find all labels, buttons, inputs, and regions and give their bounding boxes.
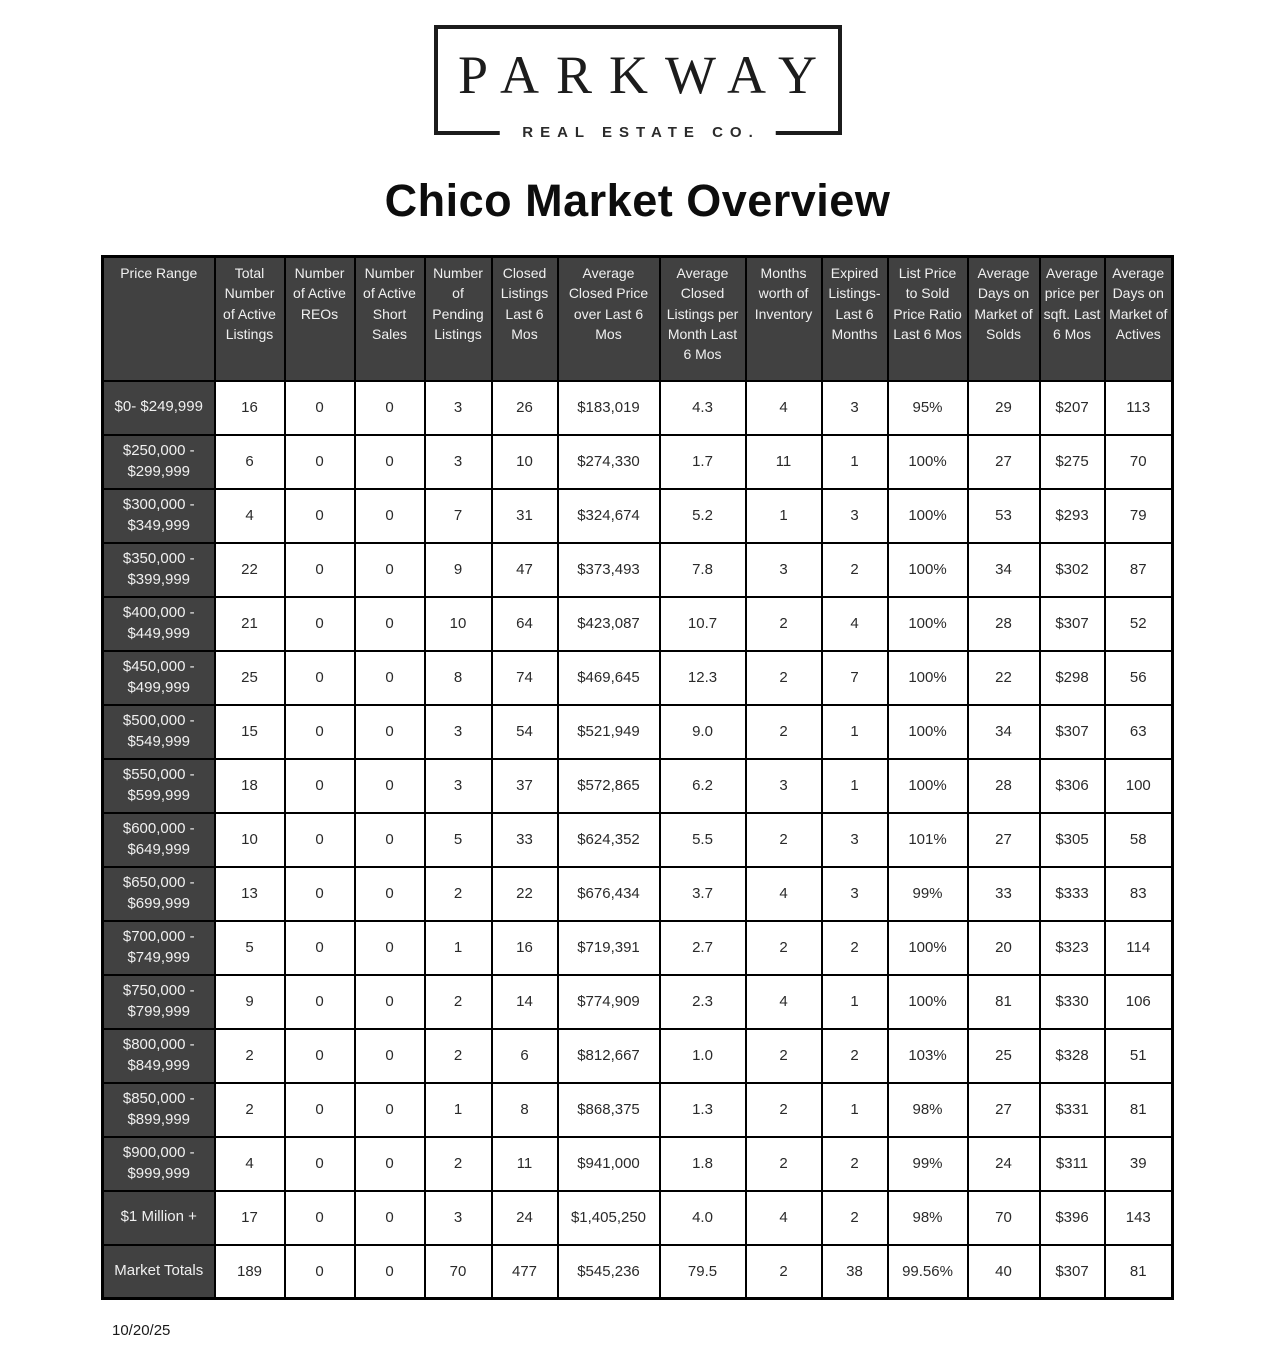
price-range-cell: $700,000 - $749,999: [103, 921, 215, 975]
data-cell: 56: [1105, 651, 1173, 705]
table-row: [103, 543, 1173, 597]
data-cell: 1.3: [660, 1083, 746, 1137]
data-cell: $330: [1040, 975, 1105, 1029]
data-cell: 2: [822, 1137, 888, 1191]
price-range-cell: $650,000 - $699,999: [103, 867, 215, 921]
data-cell: 4: [822, 597, 888, 651]
data-cell: $774,909: [558, 975, 660, 1029]
data-cell: 0: [355, 1137, 425, 1191]
data-cell: 87: [1105, 543, 1173, 597]
data-cell: $328: [1040, 1029, 1105, 1083]
data-cell: 0: [355, 921, 425, 975]
data-cell: 74: [492, 651, 558, 705]
data-cell: 2.3: [660, 975, 746, 1029]
data-cell: 22: [968, 651, 1040, 705]
data-cell: 4.0: [660, 1191, 746, 1245]
data-cell: 22: [492, 867, 558, 921]
data-cell: 1: [425, 1083, 492, 1137]
data-cell: 2: [215, 1083, 285, 1137]
data-cell: 9.0: [660, 705, 746, 759]
table-row: [103, 813, 1173, 867]
data-cell: 20: [968, 921, 1040, 975]
price-range-cell: $550,000 - $599,999: [103, 759, 215, 813]
data-cell: 0: [355, 867, 425, 921]
data-cell: $373,493: [558, 543, 660, 597]
price-range-cell: $500,000 - $549,999: [103, 705, 215, 759]
data-cell: 2: [425, 1029, 492, 1083]
column-header-active-listings: Total Number of Active Listings: [215, 257, 285, 381]
table-row: [103, 597, 1173, 651]
data-cell: 2: [425, 1137, 492, 1191]
data-cell: 114: [1105, 921, 1173, 975]
data-cell: 18: [215, 759, 285, 813]
data-cell: $331: [1040, 1083, 1105, 1137]
table-row: [103, 489, 1173, 543]
data-cell: 1: [425, 921, 492, 975]
data-cell: 79.5: [660, 1245, 746, 1299]
data-cell: 4: [746, 1191, 822, 1245]
data-cell: $307: [1040, 1245, 1105, 1299]
data-cell: $207: [1040, 381, 1105, 435]
price-range-cell: $750,000 - $799,999: [103, 975, 215, 1029]
data-cell: 11: [492, 1137, 558, 1191]
data-cell: 0: [355, 381, 425, 435]
data-cell: $311: [1040, 1137, 1105, 1191]
data-cell: 2: [215, 1029, 285, 1083]
data-cell: 0: [355, 1083, 425, 1137]
data-cell: 1: [822, 435, 888, 489]
column-header-active-reos: Number of Active REOs: [285, 257, 355, 381]
data-cell: 0: [285, 651, 355, 705]
data-cell: 2: [746, 651, 822, 705]
data-cell: 40: [968, 1245, 1040, 1299]
data-cell: 2: [822, 1191, 888, 1245]
data-cell: 100%: [888, 921, 968, 975]
data-cell: 27: [968, 1083, 1040, 1137]
price-range-cell: $900,000 - $999,999: [103, 1137, 215, 1191]
data-cell: 3: [425, 381, 492, 435]
data-cell: $719,391: [558, 921, 660, 975]
data-cell: 53: [968, 489, 1040, 543]
data-cell: 3: [822, 381, 888, 435]
data-cell: 103%: [888, 1029, 968, 1083]
price-range-cell: $350,000 - $399,999: [103, 543, 215, 597]
data-cell: 2: [425, 975, 492, 1029]
data-cell: $305: [1040, 813, 1105, 867]
data-cell: 81: [1105, 1083, 1173, 1137]
data-cell: 3.7: [660, 867, 746, 921]
data-cell: 1: [822, 975, 888, 1029]
data-cell: 2: [425, 867, 492, 921]
data-cell: 33: [492, 813, 558, 867]
data-cell: 477: [492, 1245, 558, 1299]
data-cell: $396: [1040, 1191, 1105, 1245]
data-cell: 0: [285, 1191, 355, 1245]
data-cell: 100%: [888, 435, 968, 489]
table-row: [103, 1137, 1173, 1191]
data-cell: 6: [215, 435, 285, 489]
data-cell: 16: [215, 381, 285, 435]
report-date: 10/20/25: [112, 1322, 171, 1339]
data-cell: 10: [492, 435, 558, 489]
data-cell: $572,865: [558, 759, 660, 813]
data-cell: 1.7: [660, 435, 746, 489]
data-cell: 4: [746, 867, 822, 921]
data-cell: 100%: [888, 705, 968, 759]
data-cell: 7.8: [660, 543, 746, 597]
data-cell: 4: [215, 1137, 285, 1191]
data-cell: 99%: [888, 867, 968, 921]
data-cell: 113: [1105, 381, 1173, 435]
data-cell: 0: [285, 1029, 355, 1083]
data-cell: 31: [492, 489, 558, 543]
data-cell: 27: [968, 435, 1040, 489]
data-cell: 0: [355, 1245, 425, 1299]
data-cell: 1: [822, 759, 888, 813]
data-cell: 27: [968, 813, 1040, 867]
data-cell: 38: [822, 1245, 888, 1299]
logo: [0, 0, 1275, 141]
data-cell: 99.56%: [888, 1245, 968, 1299]
data-cell: 98%: [888, 1083, 968, 1137]
table-row: [103, 1191, 1173, 1245]
table-body: [103, 381, 1173, 1299]
data-cell: 1: [822, 1083, 888, 1137]
column-header-months-inventory: Months worth of Inventory: [746, 257, 822, 381]
data-cell: 1.0: [660, 1029, 746, 1083]
data-cell: 47: [492, 543, 558, 597]
data-cell: 70: [968, 1191, 1040, 1245]
data-cell: 70: [1105, 435, 1173, 489]
table-header-row: [103, 257, 1173, 381]
table-row: [103, 975, 1173, 1029]
column-header-closed-listings: Closed Listings Last 6 Mos: [492, 257, 558, 381]
data-cell: 26: [492, 381, 558, 435]
data-cell: $423,087: [558, 597, 660, 651]
data-cell: 3: [746, 759, 822, 813]
table-row: [103, 435, 1173, 489]
data-cell: $469,645: [558, 651, 660, 705]
column-header-avg-dom-solds: Average Days on Market of Solds: [968, 257, 1040, 381]
data-cell: 0: [355, 435, 425, 489]
price-range-cell: Market Totals: [103, 1245, 215, 1299]
data-cell: 8: [425, 651, 492, 705]
data-cell: 81: [1105, 1245, 1173, 1299]
data-cell: 0: [355, 813, 425, 867]
data-cell: 28: [968, 597, 1040, 651]
data-cell: 98%: [888, 1191, 968, 1245]
data-cell: $812,667: [558, 1029, 660, 1083]
data-cell: 2: [746, 705, 822, 759]
table-container: [0, 255, 1275, 1300]
data-cell: 7: [822, 651, 888, 705]
data-cell: 1: [746, 489, 822, 543]
data-cell: 79: [1105, 489, 1173, 543]
data-cell: 0: [285, 867, 355, 921]
logo-tagline: REAL ESTATE CO.: [499, 122, 776, 143]
data-cell: $333: [1040, 867, 1105, 921]
price-range-cell: $450,000 - $499,999: [103, 651, 215, 705]
data-cell: 6.2: [660, 759, 746, 813]
price-range-cell: $0- $249,999: [103, 381, 215, 435]
data-cell: 3: [425, 435, 492, 489]
data-cell: 100%: [888, 597, 968, 651]
data-cell: 34: [968, 705, 1040, 759]
data-cell: 2: [822, 1029, 888, 1083]
data-cell: 10: [425, 597, 492, 651]
data-cell: $624,352: [558, 813, 660, 867]
table-row: [103, 759, 1173, 813]
data-cell: 99%: [888, 1137, 968, 1191]
data-cell: 100%: [888, 543, 968, 597]
data-cell: 106: [1105, 975, 1173, 1029]
data-cell: 0: [285, 435, 355, 489]
data-cell: 2: [746, 597, 822, 651]
data-cell: 0: [355, 597, 425, 651]
data-cell: 100%: [888, 651, 968, 705]
data-cell: 0: [285, 975, 355, 1029]
data-cell: 11: [746, 435, 822, 489]
data-cell: 2: [746, 1083, 822, 1137]
logo-name: PARKWAY: [457, 45, 835, 105]
data-cell: 39: [1105, 1137, 1173, 1191]
data-cell: 3: [822, 867, 888, 921]
data-cell: 7: [425, 489, 492, 543]
data-cell: 0: [355, 1029, 425, 1083]
data-cell: 5.2: [660, 489, 746, 543]
market-table: [101, 255, 1174, 1300]
data-cell: 63: [1105, 705, 1173, 759]
page-title: Chico Market Overview: [384, 175, 891, 226]
price-range-cell: $300,000 - $349,999: [103, 489, 215, 543]
data-cell: 10.7: [660, 597, 746, 651]
data-cell: 3: [746, 543, 822, 597]
price-range-cell: $400,000 - $449,999: [103, 597, 215, 651]
data-cell: 0: [285, 1083, 355, 1137]
data-cell: 33: [968, 867, 1040, 921]
data-cell: $306: [1040, 759, 1105, 813]
data-cell: 22: [215, 543, 285, 597]
data-cell: 0: [355, 651, 425, 705]
data-cell: 0: [285, 597, 355, 651]
table-row: [103, 867, 1173, 921]
table-row: [103, 651, 1173, 705]
data-cell: 37: [492, 759, 558, 813]
column-header-short-sales: Number of Active Short Sales: [355, 257, 425, 381]
price-range-cell: $850,000 - $899,999: [103, 1083, 215, 1137]
data-cell: 4: [215, 489, 285, 543]
table-row: [103, 921, 1173, 975]
column-header-price-range: Price Range: [103, 257, 215, 381]
data-cell: 10: [215, 813, 285, 867]
data-cell: 5: [215, 921, 285, 975]
data-cell: 2: [822, 543, 888, 597]
data-cell: 3: [425, 759, 492, 813]
data-cell: 25: [968, 1029, 1040, 1083]
data-cell: $868,375: [558, 1083, 660, 1137]
column-header-list-to-sold-ratio: List Price to Sold Price Ratio Last 6 Mos: [888, 257, 968, 381]
column-header-avg-closed-price: Average Closed Price over Last 6 Mos: [558, 257, 660, 381]
data-cell: 4: [746, 381, 822, 435]
data-cell: 16: [492, 921, 558, 975]
data-cell: 0: [355, 759, 425, 813]
column-header-avg-closed-per-mo: Average Closed Listings per Month Last 6 Mos: [660, 257, 746, 381]
data-cell: 100%: [888, 975, 968, 1029]
data-cell: 101%: [888, 813, 968, 867]
data-cell: 24: [968, 1137, 1040, 1191]
data-cell: 4.3: [660, 381, 746, 435]
data-cell: 17: [215, 1191, 285, 1245]
data-cell: $521,949: [558, 705, 660, 759]
data-cell: 100%: [888, 489, 968, 543]
data-cell: 0: [285, 489, 355, 543]
data-cell: 100%: [888, 759, 968, 813]
price-range-cell: $600,000 - $649,999: [103, 813, 215, 867]
data-cell: 0: [355, 705, 425, 759]
data-cell: 100: [1105, 759, 1173, 813]
data-cell: 0: [355, 543, 425, 597]
price-range-cell: $1 Million +: [103, 1191, 215, 1245]
data-cell: 3: [822, 489, 888, 543]
data-cell: 52: [1105, 597, 1173, 651]
data-cell: $307: [1040, 705, 1105, 759]
column-header-pending-listings: Number of Pending Listings: [425, 257, 492, 381]
data-cell: 3: [425, 705, 492, 759]
data-cell: $545,236: [558, 1245, 660, 1299]
data-cell: 2: [746, 921, 822, 975]
data-cell: $274,330: [558, 435, 660, 489]
data-cell: 2: [822, 921, 888, 975]
data-cell: 0: [355, 1191, 425, 1245]
data-cell: 0: [285, 759, 355, 813]
column-header-avg-dom-actives: Average Days on Market of Actives: [1105, 257, 1173, 381]
column-header-avg-price-sqft: Average price per sqft. Last 6 Mos: [1040, 257, 1105, 381]
data-cell: 0: [285, 813, 355, 867]
totals-row: [103, 1245, 1173, 1299]
column-header-expired-listings: Expired Listings- Last 6 Months: [822, 257, 888, 381]
data-cell: 81: [968, 975, 1040, 1029]
data-cell: 5: [425, 813, 492, 867]
data-cell: 14: [492, 975, 558, 1029]
data-cell: 1.8: [660, 1137, 746, 1191]
data-cell: 51: [1105, 1029, 1173, 1083]
table-header: [103, 257, 1173, 381]
data-cell: $275: [1040, 435, 1105, 489]
data-cell: 3: [822, 813, 888, 867]
table-row: [103, 1083, 1173, 1137]
data-cell: $941,000: [558, 1137, 660, 1191]
table-row: [103, 381, 1173, 435]
table-row: [103, 705, 1173, 759]
data-cell: 9: [425, 543, 492, 597]
data-cell: 4: [746, 975, 822, 1029]
data-cell: 21: [215, 597, 285, 651]
data-cell: 0: [285, 543, 355, 597]
data-cell: 15: [215, 705, 285, 759]
data-cell: 28: [968, 759, 1040, 813]
data-cell: $676,434: [558, 867, 660, 921]
data-cell: 83: [1105, 867, 1173, 921]
data-cell: 8: [492, 1083, 558, 1137]
data-cell: 13: [215, 867, 285, 921]
data-cell: 58: [1105, 813, 1173, 867]
data-cell: 0: [285, 381, 355, 435]
data-cell: 5.5: [660, 813, 746, 867]
data-cell: 2: [746, 813, 822, 867]
data-cell: 0: [285, 921, 355, 975]
price-range-cell: $800,000 - $849,999: [103, 1029, 215, 1083]
data-cell: 2: [746, 1029, 822, 1083]
data-cell: $293: [1040, 489, 1105, 543]
data-cell: $298: [1040, 651, 1105, 705]
data-cell: 143: [1105, 1191, 1173, 1245]
data-cell: $324,674: [558, 489, 660, 543]
data-cell: 12.3: [660, 651, 746, 705]
data-cell: 54: [492, 705, 558, 759]
table-row: [103, 1029, 1173, 1083]
data-cell: 0: [285, 1245, 355, 1299]
data-cell: 9: [215, 975, 285, 1029]
data-cell: 34: [968, 543, 1040, 597]
data-cell: $307: [1040, 597, 1105, 651]
data-cell: 0: [285, 1137, 355, 1191]
data-cell: 95%: [888, 381, 968, 435]
data-cell: 189: [215, 1245, 285, 1299]
data-cell: 0: [285, 705, 355, 759]
data-cell: 2: [746, 1137, 822, 1191]
data-cell: 3: [425, 1191, 492, 1245]
data-cell: $302: [1040, 543, 1105, 597]
price-range-cell: $250,000 - $299,999: [103, 435, 215, 489]
data-cell: 24: [492, 1191, 558, 1245]
data-cell: 0: [355, 975, 425, 1029]
data-cell: 2.7: [660, 921, 746, 975]
data-cell: $183,019: [558, 381, 660, 435]
logo-box: [434, 25, 842, 141]
data-cell: 64: [492, 597, 558, 651]
data-cell: 1: [822, 705, 888, 759]
data-cell: 25: [215, 651, 285, 705]
data-cell: 29: [968, 381, 1040, 435]
data-cell: $323: [1040, 921, 1105, 975]
data-cell: $1,405,250: [558, 1191, 660, 1245]
data-cell: 6: [492, 1029, 558, 1083]
data-cell: 2: [746, 1245, 822, 1299]
data-cell: 0: [355, 489, 425, 543]
data-cell: 70: [425, 1245, 492, 1299]
